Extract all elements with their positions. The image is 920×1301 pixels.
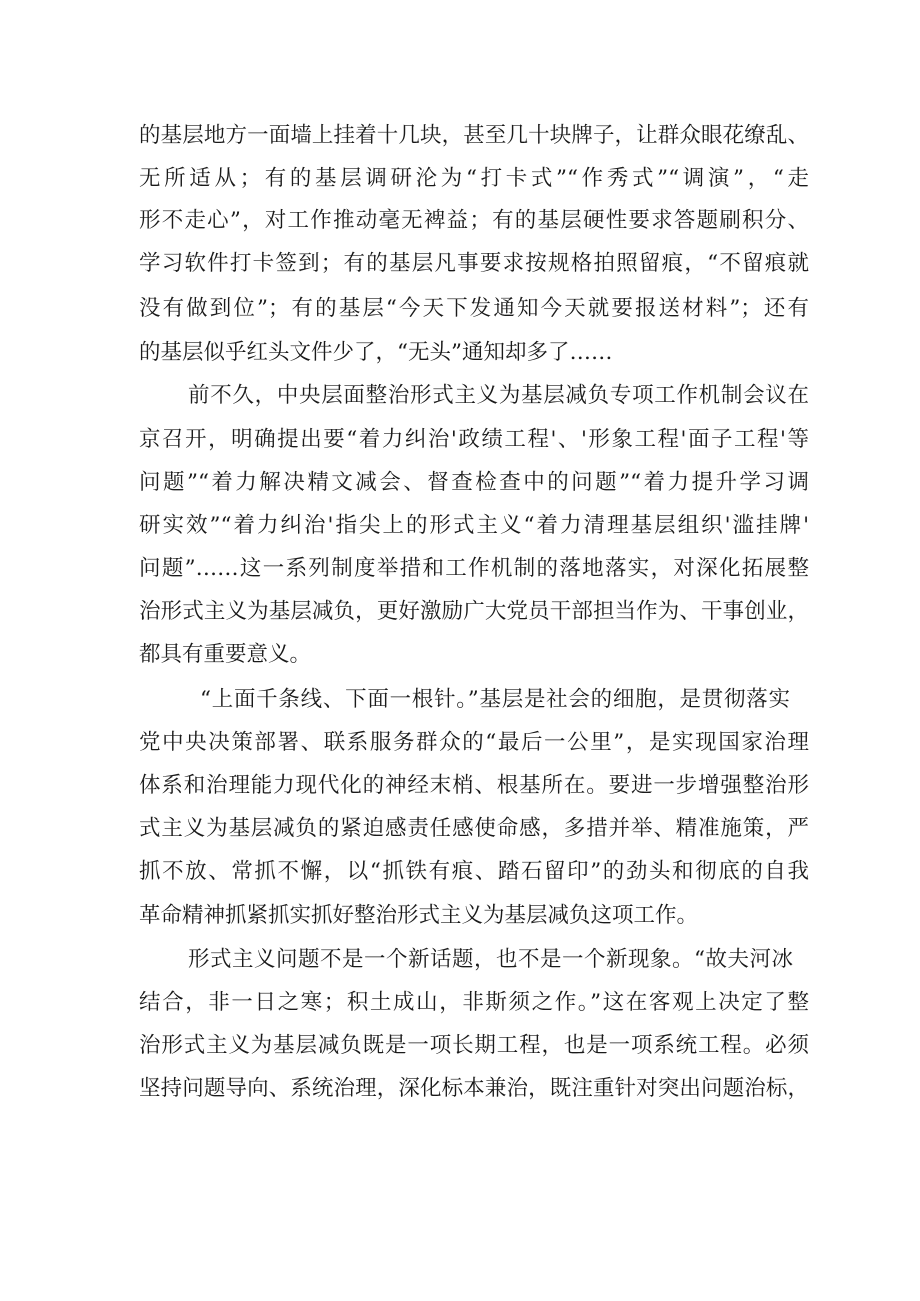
text-line: 党中央决策部署、联系服务群众的“最后一公里”，是实现国家治理 bbox=[139, 730, 809, 755]
text-line: 治形式主义为基层减负既是一项长期工程，也是一项系统工程。必须 bbox=[139, 1033, 809, 1058]
text-line: 革命精神抓紧抓实抓好整治形式主义为基层减负这项工作。 bbox=[139, 903, 699, 928]
paragraph-first-line: 形式主义问题不是一个新话题，也不是一个新现象。“故夫河冰 bbox=[188, 947, 793, 972]
paragraph-first-line: “上面千条线、下面一根针。”基层是社会的细胞，是贯彻落实 bbox=[200, 687, 790, 712]
text-line: 形不走心”，对工作推动毫无裨益；有的基层硬性要求答题刷积分、 bbox=[139, 208, 809, 233]
text-line: 京召开，明确提出要“着力纠治'政绩工程'、'形象工程'面子工程'等 bbox=[139, 427, 809, 452]
text-line: 问题”“着力解决精文减会、督查检查中的问题”“着力提升学习调 bbox=[139, 470, 809, 495]
text-line: 结合，非一日之寒；积土成山，非斯须之作。”这在客观上决定了整 bbox=[139, 990, 809, 1015]
text-line: 的基层似乎红头文件少了，“无头”通知却多了…… bbox=[139, 340, 613, 365]
text-line: 学习软件打卡签到；有的基层凡事要求按规格拍照留痕，“不留痕就 bbox=[139, 251, 809, 276]
text-line: 体系和治理能力现代化的神经末梢、根基所在。要进一步增强整治形 bbox=[139, 773, 809, 798]
text-line: 抓不放、常抓不懈，以“抓铁有痕、踏石留印”的劲头和彻底的自我 bbox=[139, 859, 809, 884]
text-line: 没有做到位”；有的基层“今天下发通知今天就要报送材料”；还有 bbox=[139, 296, 809, 321]
text-line: 无所适从；有的基层调研沦为“打卡式”“作秀式”“调演”，“走 bbox=[139, 166, 809, 191]
text-line: 式主义为基层减负的紧迫感责任感使命感，多措并举、精准施策，严 bbox=[139, 816, 809, 841]
text-line: 研实效”“着力纠治'指尖上的形式主义“着力清理基层组织'滥挂牌' bbox=[139, 513, 809, 538]
paragraph-first-line: 前不久，中央层面整治形式主义为基层减负专项工作机制会议在 bbox=[188, 383, 809, 408]
text-line: 都具有重要意义。 bbox=[139, 642, 312, 667]
text-line: 问题”……这一系列制度举措和工作机制的落地落实，对深化拓展整 bbox=[139, 556, 809, 581]
text-line: 治形式主义为基层减负，更好激励广大党员干部担当作为、干事创业， bbox=[139, 599, 809, 624]
text-line: 坚持问题导向、系统治理，深化标本兼治，既注重针对突出问题治标， bbox=[139, 1076, 809, 1101]
text-line: 的基层地方一面墙上挂着十几块，甚至几十块牌子，让群众眼花缭乱、 bbox=[139, 123, 809, 148]
